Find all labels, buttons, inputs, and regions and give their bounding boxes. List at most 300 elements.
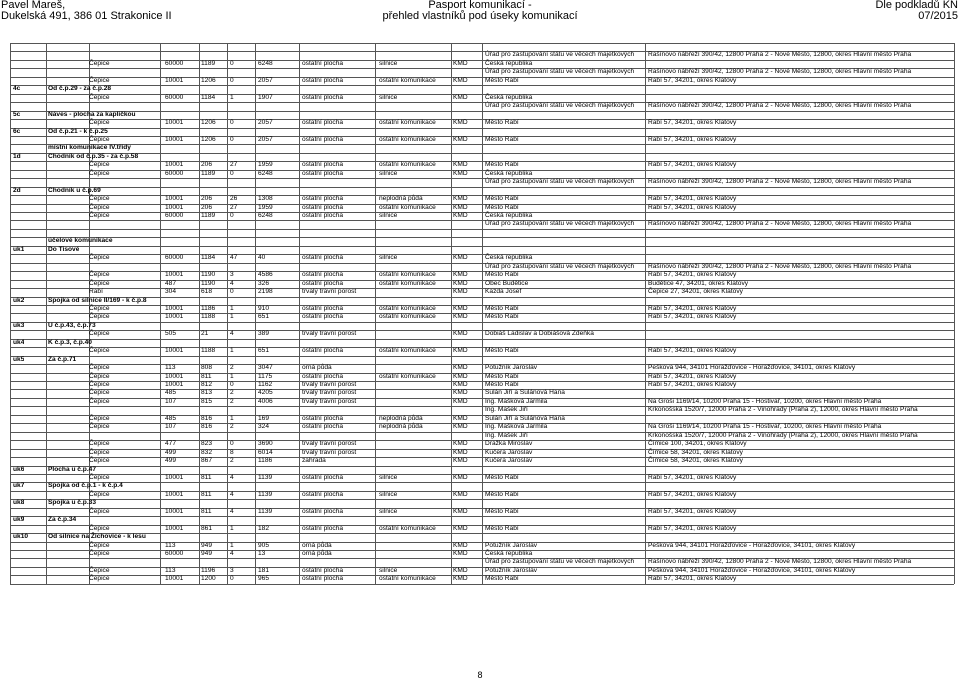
owner-name: Město Rabí xyxy=(485,76,519,84)
owner-name: Česká republika xyxy=(485,169,533,177)
parcel-subdivision: 0 xyxy=(230,381,234,388)
parcel-subdivision: 27 xyxy=(230,203,238,211)
ownership-sheet: 60000 xyxy=(165,59,184,67)
parcel-subdivision: 26 xyxy=(230,195,238,203)
ownership-sheet: 485 xyxy=(165,414,177,422)
parcel-number: 206 xyxy=(201,203,213,211)
cadastral-area: Čepice xyxy=(89,195,110,203)
owner-address: Čímice 100, 34201, okres Klatovy xyxy=(648,440,747,448)
cadastral-area: Čepice xyxy=(89,550,110,557)
parcel-subdivision: 1 xyxy=(230,372,234,380)
cadastral-area: Čepice xyxy=(89,372,110,380)
table-row xyxy=(10,574,954,584)
ownership-sheet: 10001 xyxy=(165,507,184,515)
document-subtitle: přehled vlastníků pod úseky komunikací xyxy=(382,10,578,22)
land-type: zahrada xyxy=(302,457,326,465)
land-use: silnice xyxy=(379,566,398,574)
owner-address: Na Groši 1169/14, 10200 Praha 15 - Hostivař, 10200, okres Hlavní město Praha xyxy=(648,423,882,431)
cadastral-area: Čepice xyxy=(89,397,110,405)
owner-address: Rabí 57, 34201, okres Klatovy xyxy=(648,490,737,498)
map-type: KMD xyxy=(453,397,468,405)
owner-address: Rašínovo nábřeží 390/42, 12800 Praha 2 - Nové Město, 12800, okres Hlavní město Praha xyxy=(648,51,912,59)
owner-name: Dražka Miroslav xyxy=(485,440,533,448)
area-value: 1139 xyxy=(258,490,273,498)
parcel-number: 832 xyxy=(201,448,213,456)
land-use: ostatní komunikace xyxy=(379,271,436,279)
cadastral-area: Čepice xyxy=(89,490,110,498)
area-value: 6248 xyxy=(258,59,273,67)
ownership-sheet: 113 xyxy=(165,541,176,549)
land-use: silnice xyxy=(379,473,398,481)
owner-address: Rašínovo nábřeží 390/42, 12800 Praha 2 - Nové Město, 12800, okres Hlavní město Praha xyxy=(648,178,912,186)
area-value: 1308 xyxy=(258,195,273,203)
parcel-subdivision: 0 xyxy=(230,135,234,143)
section-title: Za č.p.34 xyxy=(48,516,77,524)
ownership-sheet: 505 xyxy=(165,330,177,338)
cadastral-area: Čepice xyxy=(89,304,110,312)
parcel-number: 206 xyxy=(201,161,213,169)
map-type: KMD xyxy=(453,161,468,169)
owner-name: Město Rabí xyxy=(485,119,519,127)
parcel-number: 816 xyxy=(201,423,213,431)
ownership-sheet: 10001 xyxy=(165,135,184,143)
parcel-number: 823 xyxy=(201,440,213,448)
parcel-subdivision: 0 xyxy=(230,119,234,127)
map-type: KMD xyxy=(453,279,468,287)
land-use: ostatní komunikace xyxy=(379,161,436,169)
section-title: U č.p.43, č.p.73 xyxy=(48,321,96,329)
owner-name: Úřad pro zastupování státu ve věcech majetkových xyxy=(485,558,635,566)
parcel-number: 1189 xyxy=(201,212,216,219)
land-type: ostatní plocha xyxy=(302,423,344,431)
page-number: 8 xyxy=(477,670,483,680)
source-date: 07/2015 xyxy=(918,10,958,22)
owner-name: Česká republika xyxy=(485,254,533,262)
area-value: 1139 xyxy=(258,473,273,481)
section-title: K č.p.3, č.p.40 xyxy=(48,338,92,346)
parcel-number: 1186 xyxy=(201,304,216,312)
area-value: 4006 xyxy=(258,397,273,405)
land-use: silnice xyxy=(379,169,398,177)
area-value: 40 xyxy=(258,254,266,262)
area-value: 1186 xyxy=(258,457,273,465)
owner-address: Rašínovo nábřeží 390/42, 12800 Praha 2 - Nové Město, 12800, okres Hlavní město Praha xyxy=(648,220,912,228)
parcel-number: 1190 xyxy=(201,279,216,287)
owner-address: Rašínovo nábřeží 390/42, 12800 Praha 2 - Nové Město, 12800, okres Hlavní město Praha xyxy=(648,262,912,270)
cadastral-area: Čepice xyxy=(89,575,110,583)
cadastral-area: Čepice xyxy=(89,59,110,67)
land-type: ostatní plocha xyxy=(302,135,344,143)
owner-name: Město Rabí xyxy=(485,195,519,203)
land-type: ostatní plocha xyxy=(302,254,344,262)
parcel-subdivision: 2 xyxy=(230,364,234,372)
section-code: uk5 xyxy=(13,355,25,363)
land-type: ostatní plocha xyxy=(302,212,344,219)
parcel-number: 811 xyxy=(201,372,212,380)
owner-address: Rabí 57, 34201, okres Klatovy xyxy=(648,271,737,279)
ownership-sheet: 10001 xyxy=(165,473,184,481)
parcel-subdivision: 4 xyxy=(230,550,234,557)
parcel-subdivision: 1 xyxy=(230,93,234,101)
owner-address: Rabí 57, 34201, okres Klatovy xyxy=(648,347,737,355)
ownership-sheet: 10001 xyxy=(165,203,184,211)
map-type: KMD xyxy=(453,389,468,397)
area-value: 1907 xyxy=(258,93,273,101)
parcel-number: 206 xyxy=(201,195,213,203)
land-type: ostatní plocha xyxy=(302,313,344,321)
parcel-subdivision: 1 xyxy=(230,347,234,355)
cadastral-area: Čepice xyxy=(89,381,110,388)
section-code: uk3 xyxy=(13,321,25,329)
parcel-number: 1200 xyxy=(201,575,216,583)
parcel-subdivision: 2 xyxy=(230,423,234,431)
owner-name: Česká republika xyxy=(485,93,533,101)
cadastral-area: Čepice xyxy=(89,330,110,338)
parcel-number: 949 xyxy=(201,550,213,557)
parcel-number: 1196 xyxy=(201,566,216,574)
area-value: 3047 xyxy=(258,364,273,372)
map-type: KMD xyxy=(453,135,468,143)
document-title: Pasport komunikací - xyxy=(428,0,532,11)
area-value: 182 xyxy=(258,524,270,532)
parcel-number: 618 xyxy=(201,288,213,296)
cadastral-area: Čepice xyxy=(89,135,110,143)
owner-address: Krkonošská 1520/7, 12000 Praha 2 - Vinohrady (Praha 2), 12000, okres Hlavní město Praha xyxy=(648,406,918,414)
section-title: účelové komunikace xyxy=(48,237,113,245)
cadastral-area: Čepice xyxy=(89,448,110,456)
land-use: ostatní komunikace xyxy=(379,76,436,84)
map-type: KMD xyxy=(453,541,468,549)
owner-name: Sulán Jiří a Sulánová Hana xyxy=(485,414,565,422)
owner-name: Kučera Jaroslav xyxy=(485,457,533,465)
parcel-number: 1188 xyxy=(201,313,216,321)
owner-name: Sulán Jiří a Sulánová Hana xyxy=(485,389,565,397)
owner-address: Rašínovo nábřeží 390/42, 12800 Praha 2 - Nové Město, 12800, okres Hlavní město Praha xyxy=(648,558,912,566)
owner-name: Město Rabí xyxy=(485,347,519,355)
map-type: KMD xyxy=(453,448,468,456)
parcel-subdivision: 1 xyxy=(230,313,234,321)
owner-address: Rabí 57, 34201, okres Klatovy xyxy=(648,135,737,143)
cadastral-area: Čepice xyxy=(89,279,110,287)
ownership-sheet: 499 xyxy=(165,448,177,456)
area-value: 2198 xyxy=(258,288,273,296)
parcel-number: 1188 xyxy=(201,347,216,355)
parcel-subdivision: 1 xyxy=(230,304,234,312)
parcel-subdivision: 3 xyxy=(230,271,234,279)
parcel-subdivision: 4 xyxy=(230,330,234,338)
owner-name: Úřad pro zastupování státu ve věcech majetkových xyxy=(485,262,635,270)
land-type: ostatní plocha xyxy=(302,347,344,355)
owner-name: Město Rabí xyxy=(485,161,519,169)
area-value: 4586 xyxy=(258,271,273,279)
area-value: 965 xyxy=(258,575,270,583)
land-type: ostatní plocha xyxy=(302,490,344,498)
parcel-number: 949 xyxy=(201,541,213,549)
parcel-subdivision: 1 xyxy=(230,524,234,532)
owner-address: Rabí 57, 34201, okres Klatovy xyxy=(648,381,737,388)
owner-address: Rabí 57, 34201, okres Klatovy xyxy=(648,575,737,583)
parcel-subdivision: 4 xyxy=(230,473,234,481)
map-type: KMD xyxy=(453,372,468,380)
owner-name: Potužník Jaroslav xyxy=(485,566,538,574)
ownership-sheet: 107 xyxy=(165,423,177,431)
land-type: ostatní plocha xyxy=(302,169,344,177)
ownership-sheet: 10001 xyxy=(165,381,184,388)
section-title: Plocha u č.p.47 xyxy=(48,465,97,473)
map-type: KMD xyxy=(453,271,468,279)
cadastral-area: Čepice xyxy=(89,76,110,84)
owner-name: Ing. Mašek Jiří xyxy=(485,406,528,414)
owner-name: Ing. Mašek Jiří xyxy=(485,431,528,439)
area-value: 169 xyxy=(258,414,270,422)
parcel-subdivision: 0 xyxy=(230,575,234,583)
area-value: 1959 xyxy=(258,203,273,211)
parcel-number: 816 xyxy=(201,414,213,422)
section-title: Chodník od č.p.35 - za č.p.58 xyxy=(48,152,139,160)
area-value: 2057 xyxy=(258,76,273,84)
cadastral-area: Čepice xyxy=(89,541,110,549)
area-value: 6248 xyxy=(258,212,273,219)
area-value: 1175 xyxy=(258,372,273,380)
author-address: Dukelská 491, 386 01 Strakonice II xyxy=(1,10,172,22)
section-code: uk6 xyxy=(13,465,25,473)
section-title: Spojka od silnice II/169 - k č.p.8 xyxy=(48,296,147,304)
land-type: orná půda xyxy=(302,550,332,557)
map-type: KMD xyxy=(453,119,468,127)
owner-address: Peškova 944, 34101 Horažďovice - Horažďovice, 34101, okres Klatovy xyxy=(648,541,856,549)
land-type: ostatní plocha xyxy=(302,279,344,287)
owner-name: Město Rabí xyxy=(485,203,519,211)
cadastral-area: Čepice xyxy=(89,119,110,127)
land-type: ostatní plocha xyxy=(302,575,344,583)
land-use: ostatní komunikace xyxy=(379,524,436,532)
map-type: KMD xyxy=(453,313,468,321)
map-type: KMD xyxy=(453,254,468,262)
section-code: uk10 xyxy=(13,533,29,541)
map-type: KMD xyxy=(453,59,468,67)
land-type: ostatní plocha xyxy=(302,473,344,481)
cadastral-area: Čepice xyxy=(89,507,110,515)
cadastral-area: Čepice xyxy=(89,254,110,262)
map-type: KMD xyxy=(453,169,468,177)
ownership-sheet: 10001 xyxy=(165,313,184,321)
land-use: silnice xyxy=(379,59,398,67)
owner-address: Rabí 57, 34201, okres Klatovy xyxy=(648,507,737,515)
section-title: Od silnice na Žichovice - k lesu xyxy=(48,533,146,541)
land-type: ostatní plocha xyxy=(302,271,344,279)
owner-address: Čepice 27, 34201, okres Klatovy xyxy=(648,288,743,296)
ownership-sheet: 10001 xyxy=(165,119,184,127)
parcel-number: 812 xyxy=(201,381,213,388)
ownership-sheet: 10001 xyxy=(165,347,184,355)
owner-name: Město Rabí xyxy=(485,490,519,498)
parcel-subdivision: 0 xyxy=(230,212,234,219)
ownership-sheet: 60000 xyxy=(165,169,184,177)
map-type: KMD xyxy=(453,457,468,465)
ownership-sheet: 10001 xyxy=(165,575,184,583)
area-value: 181 xyxy=(258,566,270,574)
ownership-sheet: 487 xyxy=(165,279,177,287)
land-use: ostatní komunikace xyxy=(379,347,436,355)
section-title: Chodník u č.p.69 xyxy=(48,186,101,194)
ownership-sheet: 10001 xyxy=(165,372,184,380)
land-use: silnice xyxy=(379,93,398,101)
map-type: KMD xyxy=(453,440,468,448)
ownership-sheet: 10001 xyxy=(165,271,184,279)
section-code: uk9 xyxy=(13,516,25,524)
land-use: silnice xyxy=(379,212,398,219)
map-type: KMD xyxy=(453,203,468,211)
cadastral-area: Rabí xyxy=(89,288,103,296)
section-code: uk2 xyxy=(13,296,25,304)
ownership-sheet: 10001 xyxy=(165,76,184,84)
parcel-subdivision: 4 xyxy=(230,490,234,498)
parcel-number: 1184 xyxy=(201,254,216,262)
map-type: KMD xyxy=(453,330,468,338)
section-title: Od č.p.21 - k č.p.25 xyxy=(48,127,108,135)
parcel-number: 811 xyxy=(201,473,212,481)
section-title: Od č.p.29 - za č.p.28 xyxy=(48,85,112,93)
section-code: uk8 xyxy=(13,499,25,507)
map-type: KMD xyxy=(453,304,468,312)
section-code: 5c xyxy=(13,110,21,118)
map-type: KMD xyxy=(453,212,468,219)
land-use: silnice xyxy=(379,507,398,515)
parcel-number: 1189 xyxy=(201,169,216,177)
land-use: ostatní komunikace xyxy=(379,575,436,583)
owner-name: Úřad pro zastupování státu ve věcech majetkových xyxy=(485,178,635,186)
area-value: 1959 xyxy=(258,161,273,169)
ownership-sheet: 113 xyxy=(165,566,176,574)
parcel-subdivision: 3 xyxy=(230,566,234,574)
area-value: 905 xyxy=(258,541,270,549)
owner-address: Krkonošská 1520/7, 12000 Praha 2 - Vinohrady (Praha 2), 12000, okres Hlavní město Praha xyxy=(648,431,918,439)
area-value: 1139 xyxy=(258,507,273,515)
area-value: 13 xyxy=(258,550,266,557)
land-type: ostatní plocha xyxy=(302,304,344,312)
owner-name: Potužník Jaroslav xyxy=(485,541,538,549)
owner-address: Na Groši 1169/14, 10200 Praha 15 - Hostivař, 10200, okres Hlavní město Praha xyxy=(648,397,882,405)
map-type: KMD xyxy=(453,473,468,481)
parcel-number: 867 xyxy=(201,457,213,465)
area-value: 326 xyxy=(258,279,270,287)
land-type: ostatní plocha xyxy=(302,203,344,211)
land-use: ostatní komunikace xyxy=(379,203,436,211)
owner-name: Úřad pro zastupování státu ve věcech majetkových xyxy=(485,51,635,59)
parcel-subdivision: 2 xyxy=(230,389,234,397)
owner-name: Úřad pro zastupování státu ve věcech majetkových xyxy=(485,220,635,228)
cadastral-area: Čepice xyxy=(89,313,110,321)
cadastral-area: Čepice xyxy=(89,364,110,372)
parcel-number: 1190 xyxy=(201,271,216,279)
owner-name: Město Rabí xyxy=(485,313,519,321)
owner-name: Město Rabí xyxy=(485,381,519,388)
land-type: ostatní plocha xyxy=(302,566,344,574)
parcel-number: 861 xyxy=(201,524,213,532)
parcel-number: 813 xyxy=(201,389,213,397)
land-type: trvalý travní porost xyxy=(302,397,357,405)
owner-name: Město Rabí xyxy=(485,304,519,312)
parcel-subdivision: 1 xyxy=(230,541,234,549)
land-use: ostatní komunikace xyxy=(379,119,436,127)
section-code: 1d xyxy=(13,152,21,160)
owner-address: Rabí 57, 34201, okres Klatovy xyxy=(648,119,737,127)
owner-address: Čímice 58, 34201, okres Klatovy xyxy=(648,457,743,465)
land-type: trvalý travní porost xyxy=(302,440,357,448)
ownership-sheet: 107 xyxy=(165,397,177,405)
area-value: 2057 xyxy=(258,135,273,143)
map-type: KMD xyxy=(453,524,468,532)
map-type: KMD xyxy=(453,288,468,296)
map-type: KMD xyxy=(453,575,468,583)
owner-name: Ing. Mašková Jarmila xyxy=(485,397,548,405)
cadastral-area: Čepice xyxy=(89,566,110,574)
area-value: 910 xyxy=(258,304,270,312)
parcel-subdivision: 0 xyxy=(230,288,234,296)
section-title: Náves - plocha za kapličkou xyxy=(48,110,136,118)
area-value: 2057 xyxy=(258,119,273,127)
cadastral-area: Čepice xyxy=(89,414,110,422)
cadastral-area: Čepice xyxy=(89,169,110,177)
author-name: Pavel Mareš, xyxy=(1,0,66,11)
land-use: ostatní komunikace xyxy=(379,135,436,143)
area-value: 651 xyxy=(258,313,270,321)
area-value: 6248 xyxy=(258,169,273,177)
owner-name: Obec Budětice xyxy=(485,279,529,287)
parcel-number: 1206 xyxy=(201,76,216,84)
grid-line xyxy=(954,43,955,584)
section-code: 6c xyxy=(13,127,21,135)
owner-name: Úřad pro zastupování státu ve věcech majetkových xyxy=(485,68,635,76)
cadastral-area: Čepice xyxy=(89,203,110,211)
parcel-number: 808 xyxy=(201,364,213,372)
land-type: ostatní plocha xyxy=(302,93,344,101)
owner-name: Potužník Jaroslav xyxy=(485,364,538,372)
parcel-subdivision: 1 xyxy=(230,414,234,422)
section-title: Do Tisové xyxy=(48,245,80,253)
owner-address: Rabí 57, 34201, okres Klatovy xyxy=(648,76,737,84)
map-type: KMD xyxy=(453,507,468,515)
cadastral-area: Čepice xyxy=(89,271,110,279)
section-code: 4c xyxy=(13,85,21,93)
owner-address: Budětice 47, 34201, okres Klatovy xyxy=(648,279,749,287)
cadastral-area: Čepice xyxy=(89,524,110,532)
parcel-number: 811 xyxy=(201,507,212,515)
owner-name: Úřad pro zastupování státu ve věcech majetkových xyxy=(485,102,635,110)
owner-name: Dobiáš Ladislav a Dobiášová Zdeňka xyxy=(485,330,594,338)
parcel-subdivision: 0 xyxy=(230,59,234,67)
section-title: místní komunikace IV.třídy xyxy=(48,144,131,152)
area-value: 651 xyxy=(258,347,270,355)
owner-name: Kučera Jaroslav xyxy=(485,448,533,456)
parcel-subdivision: 0 xyxy=(230,169,234,177)
land-type: trvalý travní porost xyxy=(302,389,357,397)
section-code: uk1 xyxy=(13,245,25,253)
land-type: ostatní plocha xyxy=(302,372,344,380)
owner-address: Čímice 58, 34201, okres Klatovy xyxy=(648,448,743,456)
section-code: uk4 xyxy=(13,338,25,346)
owner-address: Rabí 57, 34201, okres Klatovy xyxy=(648,313,737,321)
cadastral-area: Čepice xyxy=(89,161,110,169)
owner-name: Město Rabí xyxy=(485,135,519,143)
parcel-subdivision: 47 xyxy=(230,254,238,262)
land-type: trvalý travní porost xyxy=(302,381,357,388)
document-title-block xyxy=(0,0,960,22)
map-type: KMD xyxy=(453,93,468,101)
area-value: 6014 xyxy=(258,448,273,456)
land-type: ostatní plocha xyxy=(302,59,344,67)
ownership-sheet: 60000 xyxy=(165,550,184,557)
